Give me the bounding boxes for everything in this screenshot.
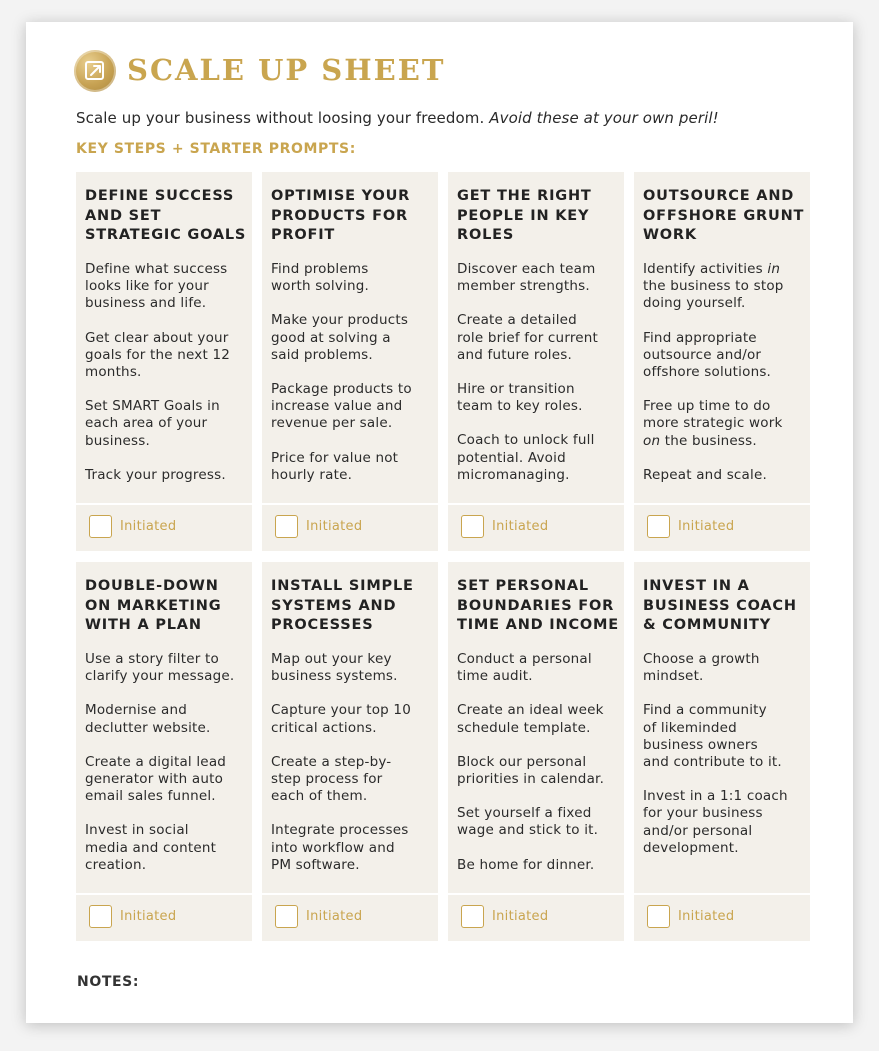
arrow-up-right-icon xyxy=(74,50,116,92)
prompt-item xyxy=(457,702,622,736)
prompt-item xyxy=(85,467,250,484)
initiated-label: Initiated xyxy=(492,519,549,534)
prompt-text: Choose a growth mindset. xyxy=(643,651,760,685)
initiated-row xyxy=(634,895,810,941)
prompt-item xyxy=(271,822,436,874)
initiated-label: Initiated xyxy=(306,519,363,534)
initiated-row xyxy=(262,505,438,551)
prompt-text: Discover each team member strengths. xyxy=(457,261,596,295)
prompt-text: Price for value not hourly rate. xyxy=(271,449,399,483)
prompt-item xyxy=(457,381,622,415)
prompt-item xyxy=(643,651,808,685)
initiated-row xyxy=(262,895,438,941)
prompt-text: Conduct a personal time audit. xyxy=(457,651,592,685)
step-card-prompts xyxy=(271,261,436,501)
prompt-item xyxy=(271,651,436,685)
prompt-text: Create a digital lead generator with auto email sales funnel. xyxy=(85,753,227,805)
prompt-text: Block our personal priorities in calendar. xyxy=(457,753,605,788)
prompt-item xyxy=(85,651,250,685)
initiated-checkbox[interactable] xyxy=(275,905,298,928)
prompt-text: Create a detailed role brief for current and future roles. xyxy=(457,312,599,363)
prompt-text: Set SMART Goals in each area of your business. xyxy=(85,398,220,449)
prompt-text: Create a step-by- step process for each of them. xyxy=(271,753,392,805)
prompt-text: Package products to increase value and revenue per sale. xyxy=(271,381,412,432)
step-card xyxy=(448,562,624,941)
prompt-text: Be home for dinner. xyxy=(457,856,595,873)
subtitle-text: Scale up your business without loosing your freedom. xyxy=(76,109,490,127)
prompt-text: Free up time to do more strategic work xyxy=(643,398,783,432)
prompt-text: Hire or transition team to key roles. xyxy=(457,381,583,415)
prompt-text: Create an ideal week schedule template. xyxy=(457,702,604,736)
prompt-text: Use a story filter to clarify your message. xyxy=(85,651,235,685)
step-card xyxy=(76,172,252,551)
prompt-text: Coach to unlock full potential. Avoid micromanaging. xyxy=(457,432,595,483)
initiated-row xyxy=(448,505,624,551)
prompt-item xyxy=(457,857,622,874)
prompt-item xyxy=(271,702,436,736)
initiated-checkbox[interactable] xyxy=(461,905,484,928)
prompt-item xyxy=(85,398,250,450)
step-card-prompts xyxy=(643,651,808,874)
step-card-title: INVEST IN A BUSINESS COACH & COMMUNITY xyxy=(643,578,797,633)
prompt-text: Find a community of likeminded business owners and contribute to it. xyxy=(643,702,782,771)
initiated-row xyxy=(634,505,810,551)
prompt-item xyxy=(85,261,250,313)
prompt-emphasis: in xyxy=(767,261,781,277)
prompt-text: Find appropriate outsource and/or offshore solutions. xyxy=(643,329,772,381)
step-card xyxy=(634,562,810,941)
step-card-title: OPTIMISE YOUR PRODUCTS FOR PROFIT xyxy=(271,188,411,243)
prompt-text: Define what success looks like for your business and life. xyxy=(85,261,228,312)
prompt-emphasis: on xyxy=(643,432,661,449)
prompt-text: Make your products good at solving a said problems. xyxy=(271,312,409,363)
initiated-checkbox[interactable] xyxy=(89,905,112,928)
initiated-row xyxy=(76,505,252,551)
prompt-item xyxy=(271,754,436,806)
prompt-text: Invest in social media and content creation. xyxy=(85,822,217,873)
prompt-item xyxy=(271,381,436,433)
prompt-item xyxy=(271,312,436,364)
initiated-row xyxy=(76,895,252,941)
section-label: KEY STEPS + STARTER PROMPTS: xyxy=(76,141,356,157)
prompt-item xyxy=(643,398,808,450)
prompt-item xyxy=(271,450,436,484)
prompt-text: Invest in a 1:1 coach for your business and/or personal development. xyxy=(643,788,788,856)
prompt-item xyxy=(85,822,250,874)
prompt-item xyxy=(271,261,436,295)
prompt-item xyxy=(85,330,250,382)
initiated-label: Initiated xyxy=(120,909,177,924)
prompt-item xyxy=(85,702,250,736)
prompt-text: Find problems worth solving. xyxy=(271,261,369,295)
prompt-text: the business. xyxy=(660,432,757,449)
prompt-item xyxy=(643,330,808,382)
step-card-prompts xyxy=(85,261,250,501)
initiated-label: Initiated xyxy=(678,519,735,534)
prompt-item xyxy=(457,432,622,484)
step-card xyxy=(448,172,624,551)
page-title: SCALE UP SHEET xyxy=(127,53,446,87)
step-card xyxy=(76,562,252,941)
subtitle-emphasis: Avoid these at your own peril! xyxy=(489,109,719,127)
prompt-item xyxy=(457,261,622,295)
prompt-text: Track your progress. xyxy=(85,466,226,483)
initiated-row xyxy=(448,895,624,941)
prompt-item xyxy=(85,754,250,806)
prompt-text: Set yourself a fixed wage and stick to it. xyxy=(457,805,599,839)
initiated-label: Initiated xyxy=(306,909,363,924)
prompt-item xyxy=(643,788,808,857)
step-card-title: GET THE RIGHT PEOPLE IN KEY ROLES xyxy=(457,188,592,243)
initiated-checkbox[interactable] xyxy=(647,515,670,538)
initiated-checkbox[interactable] xyxy=(461,515,484,538)
prompt-item xyxy=(457,312,622,364)
initiated-label: Initiated xyxy=(492,909,549,924)
prompt-item xyxy=(643,467,808,484)
prompt-item xyxy=(643,261,808,313)
prompt-text: Identify activities xyxy=(643,261,768,277)
page-subtitle xyxy=(76,109,719,127)
prompt-text: Capture your top 10 critical actions. xyxy=(271,702,412,736)
step-card xyxy=(634,172,810,551)
notes-label: NOTES: xyxy=(77,974,140,990)
prompt-text: Modernise and declutter website. xyxy=(85,702,211,736)
prompt-text: the business to stop doing yourself. xyxy=(643,278,784,312)
prompt-item xyxy=(457,805,622,839)
step-card-prompts xyxy=(457,261,622,501)
prompt-item xyxy=(643,702,808,771)
step-card-prompts xyxy=(271,651,436,891)
step-card xyxy=(262,172,438,551)
initiated-checkbox[interactable] xyxy=(275,515,298,538)
initiated-checkbox[interactable] xyxy=(647,905,670,928)
step-card-title: SET PERSONAL BOUNDARIES FOR TIME AND INCOME xyxy=(457,578,619,633)
initiated-checkbox[interactable] xyxy=(89,515,112,538)
prompt-text: Get clear about your goals for the next 12 months. xyxy=(85,329,231,381)
scale-up-sheet xyxy=(26,22,853,1023)
step-card-prompts xyxy=(85,651,250,891)
initiated-label: Initiated xyxy=(678,909,735,924)
step-card-title: INSTALL SIMPLE SYSTEMS AND PROCESSES xyxy=(271,578,414,633)
step-card xyxy=(262,562,438,941)
prompt-item xyxy=(457,754,622,788)
initiated-label: Initiated xyxy=(120,519,177,534)
step-card-title: DEFINE SUCCESS AND SET STRATEGIC GOALS xyxy=(85,188,247,243)
step-card-prompts xyxy=(643,261,808,501)
prompt-item xyxy=(457,651,622,685)
step-card-prompts xyxy=(457,651,622,891)
prompt-text: Map out your key business systems. xyxy=(271,651,398,685)
step-card-title: OUTSOURCE AND OFFSHORE GRUNT WORK xyxy=(643,188,805,243)
prompt-text: Integrate processes into workflow and PM software. xyxy=(271,822,409,873)
prompt-text: Repeat and scale. xyxy=(643,466,767,483)
step-card-title: DOUBLE-DOWN ON MARKETING WITH A PLAN xyxy=(85,578,222,633)
